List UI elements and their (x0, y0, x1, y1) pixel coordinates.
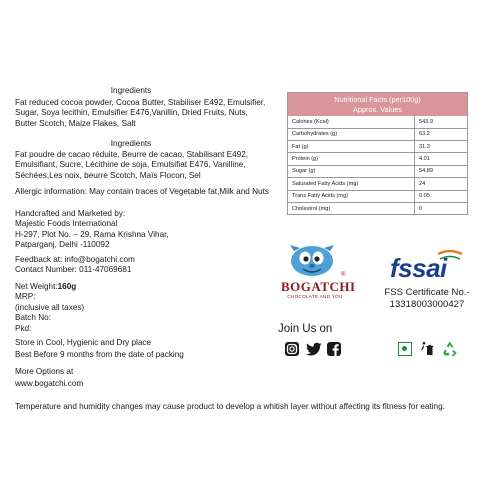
nutrient-name: Cholestrol (mg) (288, 202, 415, 214)
mrp-note: (inclusive all taxes) (15, 302, 85, 312)
nutrition-title: Nutritional Facts (per100g) (334, 95, 421, 104)
twitter-icon[interactable] (306, 342, 322, 356)
nutrition-header (288, 93, 467, 116)
ingredients-fr-heading: Ingredients (110, 139, 152, 148)
social-icons (285, 342, 355, 358)
nutrient-name: Calories (Kcal) (292, 118, 329, 125)
nutrient-name: Saturated Fatty Acids (mg) (288, 178, 415, 190)
nutrient-name: Protein (g) (288, 153, 415, 165)
table-row (288, 202, 467, 214)
marketer-line: Majestic Foods International (15, 219, 118, 229)
allergen-info: Allergic information: May contain traces of Vegetable fat,Milk and Nuts (15, 187, 269, 196)
fssai-certificate-label: FSS Certificate No.- (384, 287, 470, 298)
facebook-icon[interactable] (327, 342, 341, 356)
storage-block (15, 338, 184, 361)
ingredients-fr-line: Fat poudre de cacao réduite, Beurre de cacao, Stabilisant E492, (15, 150, 249, 159)
fssai-logo-text: fssai (390, 253, 447, 283)
table-row (288, 153, 467, 165)
table-row (288, 116, 467, 128)
table-row (288, 140, 467, 152)
ingredients-heading: Ingredients (110, 86, 152, 95)
ingredients-line: Fat reduced cocoa powder, Cocoa Butter, Stabiliser E492, Emulsifier, (15, 98, 266, 107)
ingredients-line: Butter Scotch, Maize Flakes, Salt (15, 118, 136, 128)
social-heading: Join Us on (278, 323, 333, 335)
nutrient-value: 63.2 (415, 128, 468, 140)
marketer-line: H-297, Plot No. – 29, Rama Krishna Vihar, (15, 229, 169, 239)
table-row (288, 165, 467, 177)
ingredients-fr-line: Emulsifiant, Sucre, Lécithine de soja, Emulsifiat E476, Vanilline, (15, 160, 246, 170)
brand-logo (281, 279, 356, 300)
veg-mark-icon (398, 342, 412, 356)
nutrient-value: 31.3 (415, 140, 468, 152)
recycle-icon (441, 340, 459, 358)
table-row (288, 128, 467, 140)
ingredients-list (15, 98, 265, 129)
nutrient-name: Carbohydrates (g) (288, 128, 415, 140)
registered-mark: ® (341, 272, 346, 278)
feedback-email: Feedback at: info@bogatchi.com (15, 255, 135, 264)
ingredients-line: Sugar, Soya lecithin, Emulsifier E476,Vanillin, Dried Fruits, Nuts, (15, 108, 248, 118)
footer-note: Temperature and humidity changes may cause product to develop a whitish layer without affecting its fitness for eating. (15, 402, 445, 411)
nutrition-table (287, 92, 468, 215)
nutrition-subtitle: Approx. Values (353, 104, 402, 114)
best-before: Best Before 9 months from the date of packing (15, 350, 184, 360)
nutrient-value: 4.01 (415, 153, 468, 165)
marketer-block (15, 209, 169, 251)
fssai-logo (388, 250, 468, 284)
contact-block (15, 255, 135, 276)
mrp-label: MRP: (15, 292, 36, 302)
storage-instruction: Store in Cool, Hygienic and Dry place (15, 338, 152, 347)
marketer-line: Handcrafted and Marketed by: (15, 209, 126, 218)
website-link[interactable]: www.bogatchi.com (15, 379, 84, 389)
instagram-icon[interactable] (285, 342, 299, 356)
nutrient-value: 0 (415, 202, 468, 214)
ingredients-fr-list (15, 150, 248, 181)
brand-tagline: CHOCOLATE AND YOU (287, 294, 343, 299)
table-row (288, 190, 467, 202)
fssai-certificate-number: 13318003000427 (389, 298, 465, 310)
ingredients-fr-line: Séchées,Les noix, beurre Scotch, Maïs Flocon, Sel (15, 170, 201, 180)
mascot-icon (288, 242, 336, 278)
contact-number: Contact Number: 011-47069681 (15, 265, 132, 275)
nutrient-value: 54.89 (415, 165, 468, 177)
dispose-bin-icon (419, 341, 435, 357)
nutrient-name: Trans Fatty Acids (mg) (288, 190, 415, 202)
net-weight: Net Weight:160g (15, 282, 77, 291)
more-options (15, 367, 83, 390)
marketer-line: Patparganj, Delhi -110092 (15, 240, 110, 250)
nutrient-value: 543.9 (415, 116, 468, 128)
net-weight-value: 160g (57, 282, 77, 291)
nutrient-name: Sugar (g) (288, 165, 415, 177)
brand-name: BOGATCHI (281, 279, 356, 294)
nutrient-value: 0.05 (415, 190, 468, 202)
packed-date: Pkd: (15, 323, 32, 333)
fssai-certificate (378, 287, 476, 310)
more-options-label: More Options at (15, 367, 74, 376)
nutrient-value: 24 (415, 178, 468, 190)
pack-details (15, 282, 84, 334)
table-row (288, 178, 467, 190)
batch-number: Batch No: (15, 313, 51, 323)
nutrient-name: Fat (g) (288, 140, 415, 152)
